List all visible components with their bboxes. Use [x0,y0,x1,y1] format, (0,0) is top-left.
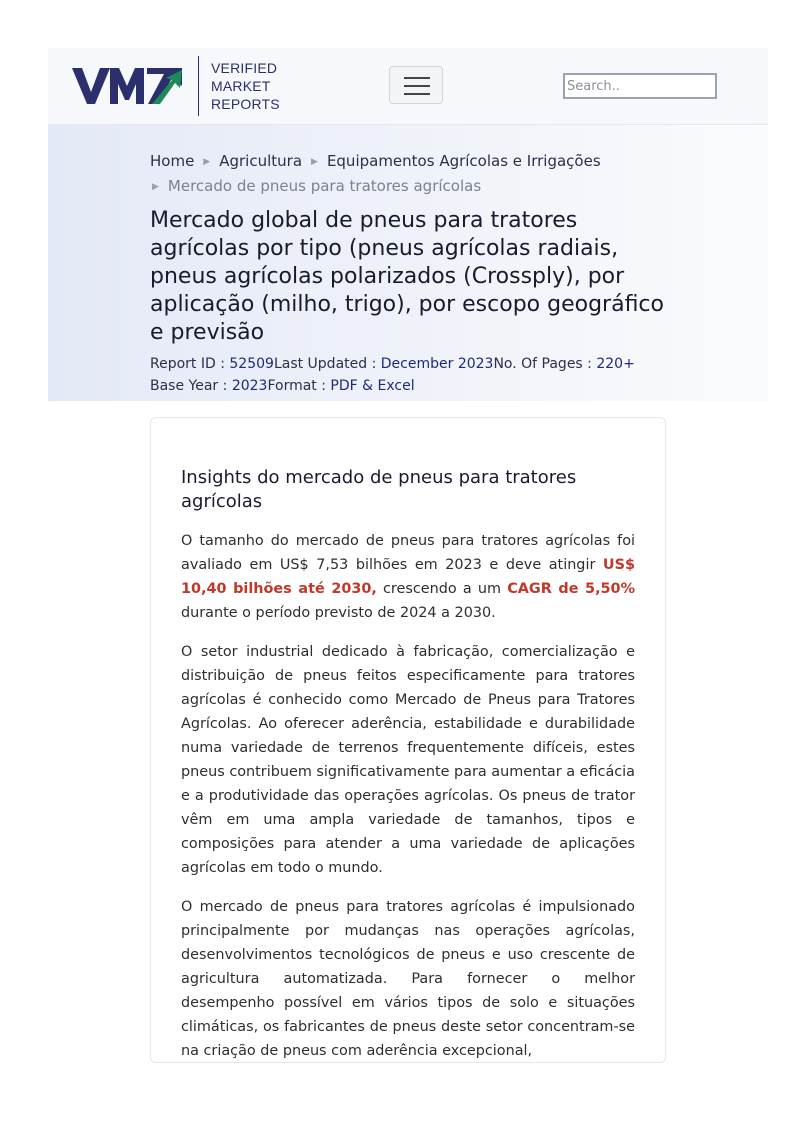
breadcrumb-equipamentos[interactable]: Equipamentos Agrícolas e Irrigações [326,152,601,170]
chevron-right-icon: ▶ [152,182,159,192]
meta-row-2 [150,375,635,397]
breadcrumb [150,149,670,199]
brand-line-market: MARKET [211,78,271,94]
report-meta [150,353,635,397]
insights-card [150,417,666,1063]
page-count: 220+ [596,356,635,372]
insights-paragraph-2: O setor industrial dedicado à fabricação, comercialização e distribuição de pneus feitos especificamente para tratores agrícolas é conhecido como Mercado de Pneus para Tratores Agrícolas. Ao oferecer aderência, estabilidade e durabilidade numa variedade de terrenos frequentemente difíceis, estes pneus contribuem significativamente para aumentar a eficácia e a produtividade das operações agrícolas. Os pneus de trator vêm em uma ampla variedade de tamanhos, tipos e composições para atender a uma variedade de aplicações agrícolas em todo o mundo. [181,644,635,876]
search-input[interactable] [563,73,717,99]
insights-heading: Insights do mercado de pneus para tratores agrícolas [181,467,577,512]
brand-wordmark [211,59,280,113]
meta-row-1 [150,353,635,375]
brand-line-reports: REPORTS [211,96,280,112]
hamburger-menu-button[interactable] [389,66,443,104]
breadcrumb-home[interactable]: Home [150,152,195,170]
insights-paragraph-1: O tamanho do mercado de pneus para tratores agrícolas foi avaliado em US$ 7,53 bilhões em 2023 e deve atingir US$ 10,40 bilhões até 2030, crescendo a um CAGR de 5,50% durante o período previsto de 2024 a 2030. [181,533,635,621]
updated-label: Last Updated : [273,356,381,372]
vmr-logo[interactable] [72,66,184,106]
report-format: PDF & Excel [330,378,415,394]
last-updated: December 2023 [380,356,494,372]
report-hero [48,125,768,401]
insights-body [181,529,635,1063]
hamburger-icon [404,77,430,79]
base-year: 2023 [231,378,268,394]
cagr-highlight: CAGR de 5,50% [507,581,635,597]
chevron-right-icon: ▶ [203,157,211,167]
format-label: Format : [267,378,331,394]
pages-label: No. Of Pages : [493,356,597,372]
breadcrumb-agricultura[interactable]: Agricultura [219,152,303,170]
breadcrumb-current: Mercado de pneus para tratores agrícolas [167,177,482,195]
chevron-right-icon: ▶ [311,157,318,167]
insights-paragraph-3: O mercado de pneus para tratores agrícolas é impulsionado principalmente por mudanças nas operações agrícolas, desenvolvimentos tecnológicos de pneus e uso crescente de agricultura automatizada. Para fornecer o melhor desempenho possível em vários tipos de solo e situações climáticas, os fabricantes de pneus deste setor concentram-se na criação de pneus com aderência excepcional, [181,899,635,1059]
logo-divider [198,56,199,116]
report-id: 52509 [229,356,274,372]
site-header [48,48,768,125]
market-size-highlight: US$ 10,40 bilhões até 2030, [181,557,635,597]
brand-line-verified: VERIFIED [211,60,278,76]
page-title: Mercado global de pneus para tratores agrícolas por tipo (pneus agrícolas radiais, pneus agrícolas polarizados (Crossply), por aplicação (milho, trigo), por escopo geográfico e previsão [150,208,664,345]
report-id-label: Report ID : [150,356,230,372]
base-year-label: Base Year : [150,378,232,394]
